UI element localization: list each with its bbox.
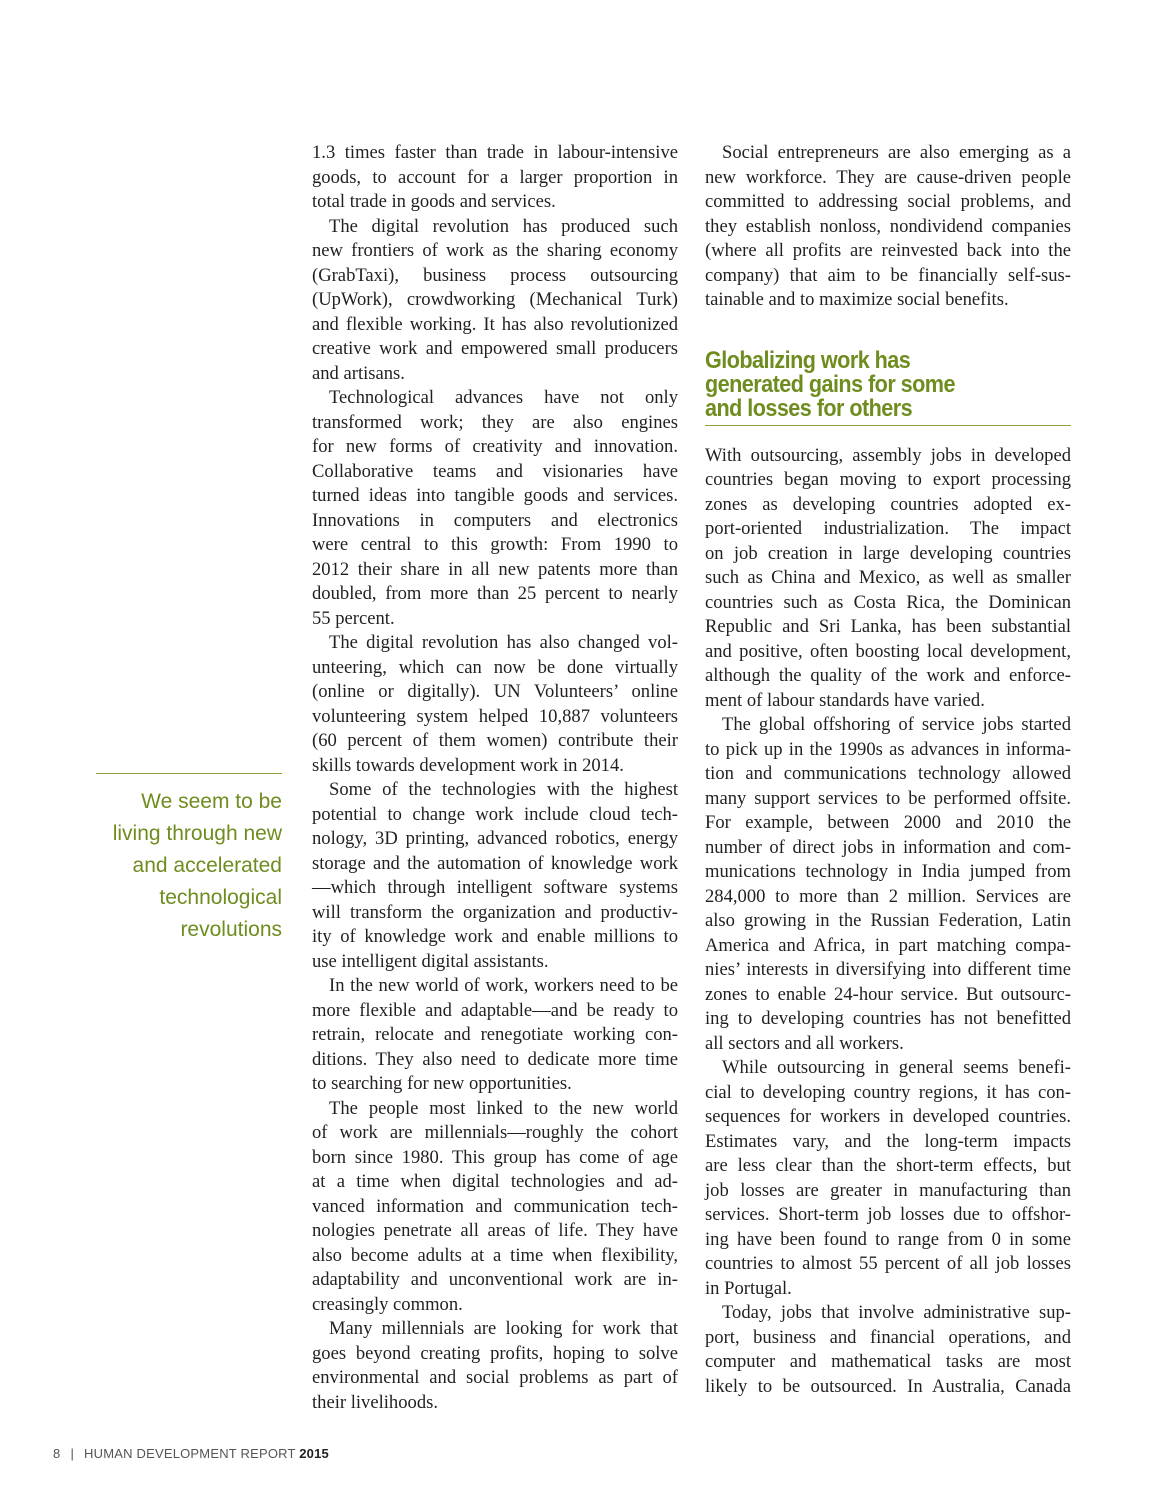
text-line: port-oriented industrialization. The impact: [705, 518, 1071, 539]
text-line: ing to developing countries has not benefitted: [705, 1008, 1071, 1029]
text-line: While outsourcing in general seems benefi-: [722, 1057, 1071, 1078]
text-line: nies’ interests in diversifying into different time: [705, 959, 1071, 980]
paragraph: [312, 631, 678, 778]
text-line: Collaborative teams and visionaries have: [312, 460, 678, 482]
text-line: With outsourcing, assembly jobs in developed: [705, 444, 1071, 466]
paragraph: [312, 974, 678, 1097]
text-line: zones as developing countries adopted ex-: [705, 493, 1071, 515]
text-line: they establish nonloss, nondividend companies: [705, 215, 1071, 237]
text-line: are less clear than the short-term effects, but: [705, 1155, 1071, 1176]
text-line: and flexible working. It has also revolutionized: [312, 313, 678, 335]
text-line: Republic and Sri Lanka, has been substantial: [705, 616, 1071, 637]
pull-quote: [113, 786, 282, 946]
report-year: 2015: [299, 1446, 329, 1461]
text-line: to pick up in the 1990s as advances in informa-: [705, 738, 1071, 760]
text-line: For example, between 2000 and 2010 the: [705, 812, 1071, 833]
paragraph: [705, 1301, 1071, 1399]
text-line: —which through intelligent software systems: [312, 877, 678, 898]
text-line: (where all profits are reinvested back into the: [705, 240, 1071, 261]
text-line: nologies penetrate all areas of life. They have: [312, 1220, 678, 1241]
text-line: will transform the organization and productiv-: [312, 901, 678, 923]
text-line: and artisans.: [312, 362, 405, 384]
text-line: more flexible and adaptable—and be ready to: [312, 999, 678, 1021]
text-line: countries such as Costa Rica, the Dominican: [705, 591, 1071, 613]
text-line: for new forms of creativity and innovation.: [312, 436, 678, 457]
paragraph: [705, 713, 1071, 1056]
text-line: Some of the technologies with the highest: [329, 779, 678, 800]
section-heading-line: and losses for others: [705, 394, 913, 422]
text-line: job losses are greater in manufacturing than: [705, 1179, 1071, 1201]
text-line: of work are millennials—roughly the cohort: [312, 1122, 678, 1143]
text-line: new workforce. They are cause-driven people: [705, 166, 1071, 188]
text-line: unteering, which can now be done virtually: [312, 656, 678, 678]
text-line: volunteering system helped 10,887 volunteers: [312, 705, 678, 727]
text-line: were central to this growth: From 1990 to: [312, 534, 678, 555]
text-line: 2012 their share in all new patents more than: [312, 558, 678, 580]
text-line: goods, to account for a larger proportion in: [312, 166, 678, 188]
text-line: retrain, relocate and renegotiate working con-: [312, 1024, 678, 1045]
text-line: adaptability and unconventional work are in-: [312, 1269, 678, 1290]
text-line: (GrabTaxi), business process outsourcing: [312, 264, 678, 286]
text-line: all sectors and all workers.: [705, 1032, 904, 1054]
page-number: 8: [53, 1446, 61, 1461]
pull-quote-line: technological: [159, 886, 282, 909]
text-line: their livelihoods.: [312, 1391, 439, 1413]
pull-quote-line: We seem to be: [141, 790, 282, 813]
text-line: (UpWork), crowdworking (Mechanical Turk): [312, 289, 678, 310]
section-heading-line: generated gains for some: [705, 370, 955, 398]
text-line: Social entrepreneurs are also emerging as a: [722, 142, 1071, 163]
text-line: computer and mathematical tasks are most: [705, 1351, 1071, 1372]
text-line: The global offshoring of service jobs started: [722, 714, 1071, 735]
text-line: committed to addressing social problems, and: [705, 191, 1071, 212]
text-line: cial to developing country regions, it has con-: [705, 1081, 1071, 1103]
text-line: use intelligent digital assistants.: [312, 950, 549, 972]
text-line: although the quality of the work and enforce-: [705, 665, 1071, 686]
paragraph: [312, 386, 678, 631]
text-line: also become adults at a time when flexibility,: [312, 1244, 678, 1266]
paragraph: [705, 444, 1071, 714]
text-line: transformed work; they are also engines: [312, 411, 678, 433]
text-line: at a time when digital technologies and ad-: [312, 1171, 678, 1192]
pull-quote-rule: [96, 773, 282, 774]
text-line: many support services to be performed offsite.: [705, 787, 1071, 809]
text-line: ment of labour standards have varied.: [705, 689, 985, 711]
text-line: likely to be outsourced. In Australia, Canada: [705, 1375, 1071, 1397]
paragraph: [312, 141, 678, 215]
text-line: countries began moving to export processing: [705, 469, 1071, 490]
report-name: HUMAN DEVELOPMENT REPORT: [84, 1446, 296, 1461]
text-line: vanced information and communication tech-: [312, 1195, 678, 1217]
text-line: ity of knowledge work and enable millions to: [312, 926, 678, 947]
text-line: Many millennials are looking for work that: [329, 1318, 678, 1339]
text-line: port, business and financial operations, and: [705, 1326, 1071, 1348]
paragraph: [705, 1056, 1071, 1301]
text-line: countries to almost 55 percent of all job losses: [705, 1253, 1071, 1274]
text-line: (60 percent of them women) contribute their: [312, 730, 678, 751]
text-line: 284,000 to more than 2 million. Services are: [705, 885, 1071, 907]
text-line: tainable and to maximize social benefits.: [705, 289, 1009, 310]
paragraph: [312, 778, 678, 974]
text-line: creative work and empowered small producers: [312, 338, 678, 359]
pull-quote-line: and accelerated: [132, 854, 282, 877]
text-line: to searching for new opportunities.: [312, 1073, 572, 1094]
text-line: tion and communications technology allowed: [705, 763, 1071, 784]
text-line: total trade in goods and services.: [312, 191, 556, 212]
text-line: America and Africa, in part matching compa-: [705, 934, 1071, 956]
text-line: Technological advances have not only: [329, 387, 678, 408]
text-line: ing have been found to range from 0 in some: [705, 1228, 1071, 1250]
text-line: new frontiers of work as the sharing economy: [312, 240, 678, 261]
text-line: potential to change work include cloud tech-: [312, 803, 678, 825]
paragraph: [705, 141, 1071, 313]
column-2-body: [705, 444, 1071, 1400]
text-line: The digital revolution has also changed vol-: [329, 632, 678, 653]
page-footer: [53, 1446, 329, 1461]
text-line: in Portugal.: [705, 1277, 792, 1299]
text-line: Estimates vary, and the long-term impacts: [705, 1130, 1071, 1152]
section-heading: [705, 346, 1034, 422]
text-line: storage and the automation of knowledge work: [312, 852, 678, 874]
section-heading-rule: [705, 425, 1071, 426]
text-line: The digital revolution has produced such: [329, 215, 678, 237]
text-line: 1.3 times faster than trade in labour-intensive: [312, 142, 678, 163]
paragraph: [312, 1097, 678, 1318]
text-line: turned ideas into tangible goods and services.: [312, 485, 678, 506]
text-line: Today, jobs that involve administrative sup-: [722, 1302, 1071, 1323]
text-line: such as China and Mexico, as well as smaller: [705, 567, 1071, 588]
text-line: environmental and social problems as part of: [312, 1367, 678, 1388]
text-line: number of direct jobs in information and com-: [705, 836, 1071, 858]
text-line: sequences for workers in developed countries.: [705, 1106, 1071, 1127]
text-line: 55 percent.: [312, 607, 395, 629]
column-2-intro: [705, 141, 1071, 313]
text-line: goes beyond creating profits, hoping to solve: [312, 1342, 678, 1364]
text-line: In the new world of work, workers need to be: [329, 975, 678, 996]
text-line: skills towards development work in 2014.: [312, 754, 624, 776]
footer-separator: |: [70, 1446, 75, 1461]
paragraph: [312, 215, 678, 387]
paragraph: [312, 1317, 678, 1415]
text-line: doubled, from more than 25 percent to nearly: [312, 583, 678, 604]
text-line: ditions. They also need to dedicate more time: [312, 1048, 678, 1070]
body-column-2: [705, 141, 1071, 1399]
text-line: services. Short-term job losses due to offshor-: [705, 1204, 1071, 1225]
text-line: The people most linked to the new world: [329, 1097, 678, 1119]
text-line: Innovations in computers and electronics: [312, 509, 678, 531]
text-line: also growing in the Russian Federation, Latin: [705, 910, 1071, 931]
text-line: munications technology in India jumped from: [705, 861, 1071, 882]
text-line: born since 1980. This group has come of age: [312, 1146, 678, 1168]
text-line: creasingly common.: [312, 1293, 463, 1315]
text-line: nology, 3D printing, advanced robotics, energy: [312, 828, 678, 849]
pull-quote-line: living through new: [112, 822, 282, 845]
text-line: (online or digitally). UN Volunteers’ online: [312, 681, 678, 702]
text-line: zones to enable 24-hour service. But outsourc-: [705, 983, 1071, 1005]
text-line: and positive, often boosting local development,: [705, 640, 1071, 662]
body-column-1: [312, 141, 678, 1415]
pull-quote-line: revolutions: [180, 918, 282, 941]
text-line: company) that aim to be financially self-sus-: [705, 264, 1071, 286]
section-heading-line: Globalizing work has: [705, 346, 911, 374]
text-line: on job creation in large developing countries: [705, 542, 1071, 564]
